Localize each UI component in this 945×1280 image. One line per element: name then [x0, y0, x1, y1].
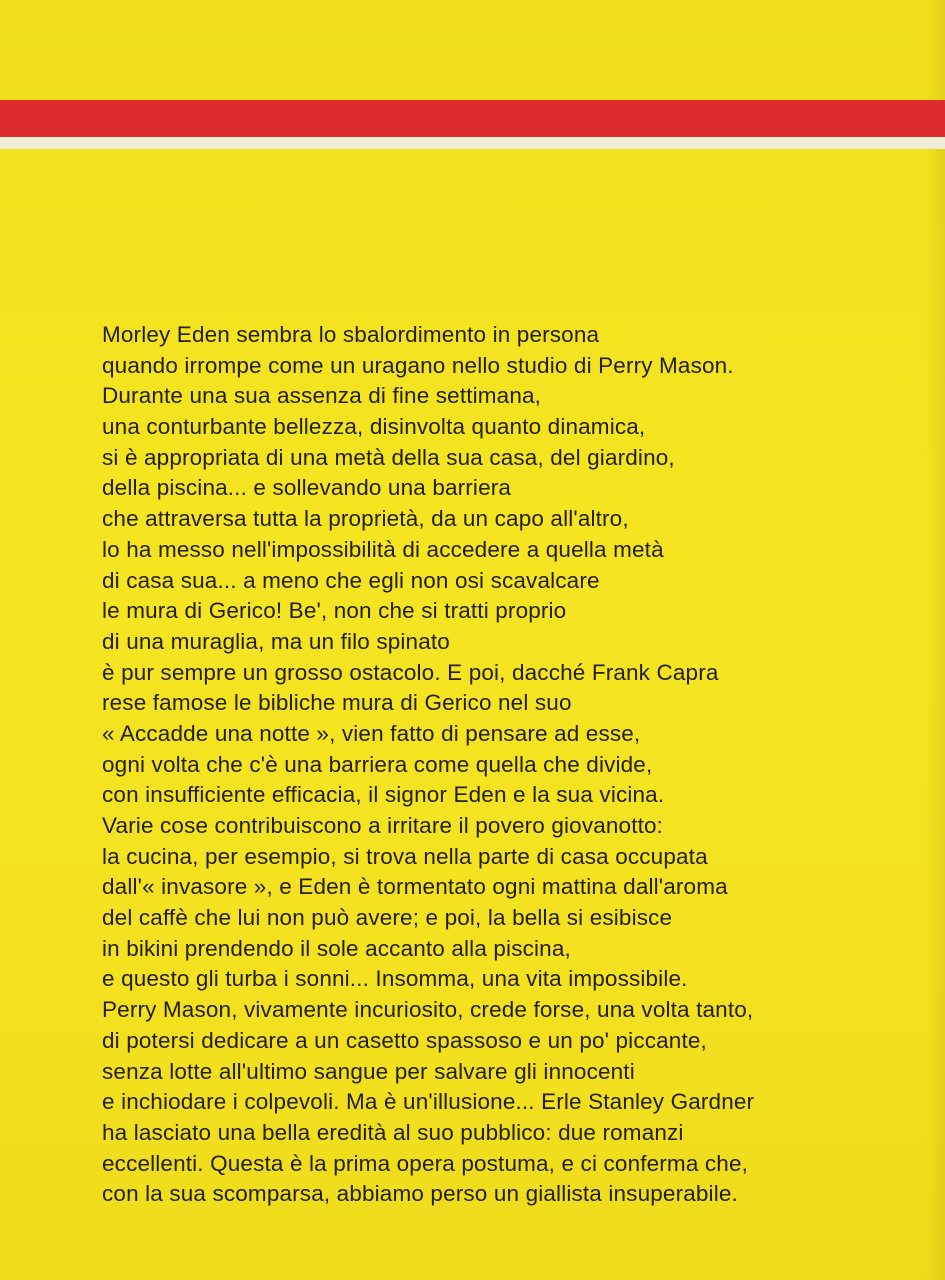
- blurb-line: rese famose le bibliche mura di Gerico nel suo: [102, 690, 572, 716]
- red-stripe: [0, 100, 945, 137]
- blurb-line: ogni volta che c'è una barriera come quella che divide,: [102, 751, 653, 777]
- blurb-line: « Accadde una notte », vien fatto di pensare ad esse,: [102, 720, 641, 746]
- blurb-line: è pur sempre un grosso ostacolo. E poi, dacché Frank Capra: [102, 659, 719, 685]
- blurb-line: ha lasciato una bella eredità al suo pubblico: due romanzi: [102, 1119, 684, 1145]
- blurb-line: del caffè che lui non può avere; e poi, la bella si esibisce: [102, 905, 673, 931]
- blurb-line: con la sua scomparsa, abbiamo perso un giallista insuperabile.: [102, 1181, 738, 1207]
- blurb-line: in bikini prendendo il sole accanto alla piscina,: [102, 935, 571, 961]
- blurb-line: Perry Mason, vivamente incuriosito, crede forse, una volta tanto,: [102, 997, 754, 1023]
- white-stripe: [0, 137, 945, 149]
- blurb-line: con insufficiente efficacia, il signor Eden e la sua vicina.: [102, 782, 665, 808]
- blurb-line: che attraversa tutta la proprietà, da un capo all'altro,: [102, 506, 629, 532]
- blurb-line: di una muraglia, ma un filo spinato: [102, 628, 450, 654]
- blurb-line: di potersi dedicare a un casetto spassoso e un po' piccante,: [102, 1027, 707, 1053]
- blurb-line: lo ha messo nell'impossibilità di accedere a quella metà: [102, 536, 664, 562]
- blurb-line: si è appropriata di una metà della sua casa, del giardino,: [102, 444, 675, 470]
- blurb-line: le mura di Gerico! Be', non che si tratti proprio: [102, 598, 567, 624]
- blurb-line: quando irrompe come un uragano nello studio di Perry Mason.: [102, 352, 734, 378]
- blurb-line: Durante una sua assenza di fine settimana,: [102, 383, 542, 409]
- blurb-line: la cucina, per esempio, si trova nella parte di casa occupata: [102, 843, 708, 869]
- blurb-line: senza lotte all'ultimo sangue per salvare gli innocenti: [102, 1058, 635, 1084]
- blurb-line: una conturbante bellezza, disinvolta quanto dinamica,: [102, 414, 646, 440]
- blurb-line: Morley Eden sembra lo sbalordimento in persona: [102, 322, 600, 347]
- blurb-line: della piscina... e sollevando una barriera: [102, 475, 512, 501]
- blurb-line: eccellenti. Questa è la prima opera postuma, e ci conferma che,: [102, 1150, 749, 1176]
- blurb-line: e inchiodare i colpevoli. Ma è un'illusione... Erle Stanley Gardner: [102, 1089, 755, 1115]
- cover-edge-shading: [925, 0, 945, 1280]
- blurb-line: Varie cose contribuiscono a irritare il povero giovanotto:: [102, 813, 664, 838]
- blurb-line: e questo gli turba i sonni... Insomma, una vita impossibile.: [102, 966, 688, 992]
- blurb-line: di casa sua... a meno che egli non osi scavalcare: [102, 567, 600, 593]
- blurb-line: dall'« invasore », e Eden è tormentato ogni mattina dall'aroma: [102, 874, 728, 900]
- blurb-text: [102, 320, 882, 1210]
